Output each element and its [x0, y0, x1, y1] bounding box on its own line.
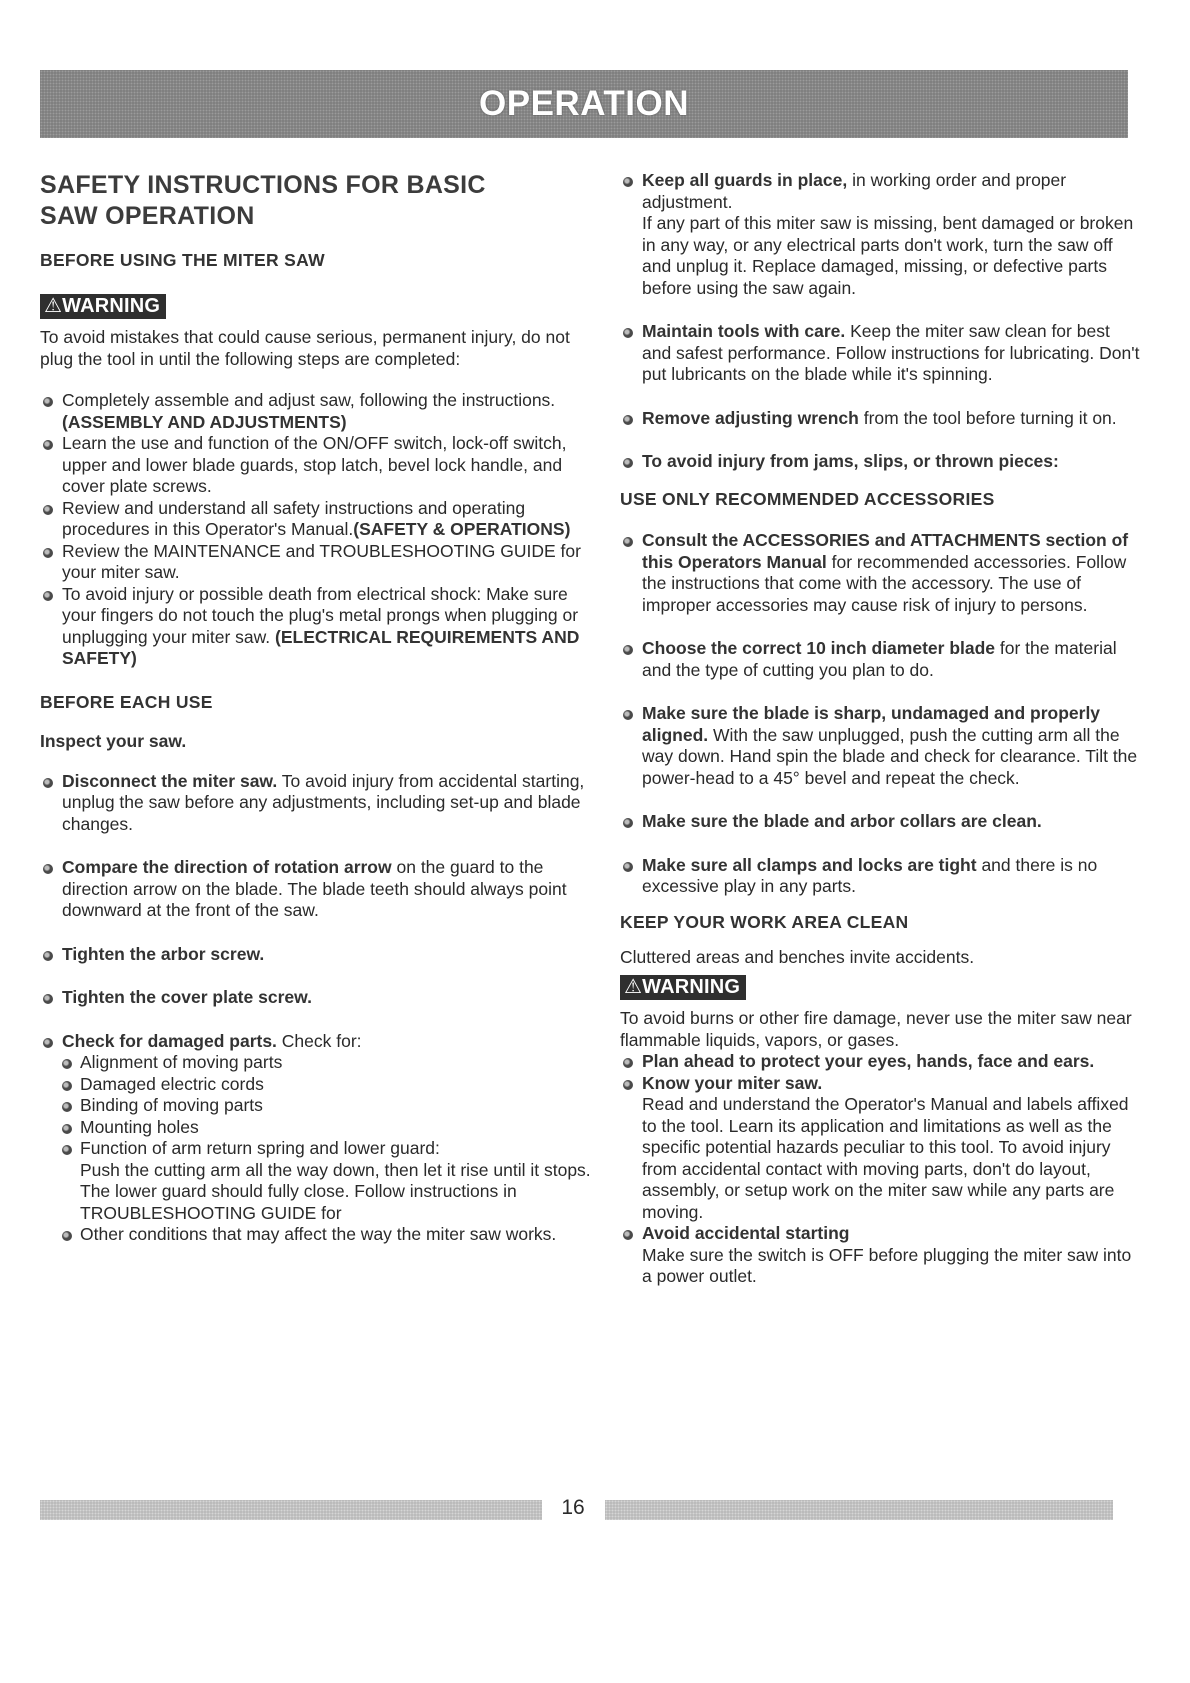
list-item-heading: Compare the direction of rotation arrow — [62, 857, 392, 877]
list-item-heading: Choose the correct 10 inch diameter blade — [642, 638, 996, 658]
list-item — [40, 541, 600, 584]
list-item — [40, 433, 600, 498]
page-title: OPERATION — [479, 84, 689, 123]
list-item — [40, 1031, 600, 1053]
list-item-text: and there is no excessive play in any parts. — [642, 854, 1098, 896]
list-item — [40, 390, 600, 433]
warning-text: To avoid burns or other fire damage, never use the miter saw near flammable liquids, vapors, or gases. — [620, 1008, 1132, 1050]
page-number: 16 — [561, 1496, 585, 1519]
list-item-ref: (SAFETY & OPERATIONS) — [353, 519, 571, 539]
subhead-work-area: KEEP YOUR WORK AREA CLEAN — [620, 911, 909, 932]
footer-bar-right — [605, 1500, 1113, 1520]
list-item-heading: Keep all guards in place, — [642, 170, 848, 190]
sublist-item: Mounting holes — [60, 1117, 600, 1139]
list-item-text: in working order and proper adjustment. If any part of this miter saw is missing, bent damaged or broken in any way, or any electrical parts don't work, turn the saw off and unplug it. Replace damaged, missing, or defective parts before using the saw again. — [642, 170, 1134, 298]
list-item: Tighten the cover plate screw. — [40, 987, 600, 1009]
list-item — [40, 771, 600, 836]
list-item-heading: Make sure all clamps and locks are tight — [642, 854, 977, 875]
list-item: Make sure the blade and arbor collars are clean. — [620, 811, 1140, 833]
list-item-heading: Remove adjusting wrench — [642, 407, 859, 428]
list-item-ref: (ASSEMBLY AND ADJUSTMENTS) — [62, 411, 347, 432]
list-item-text: To avoid injury or possible death from electrical shock: Make sure your fingers do not touch the plug's metal prongs when plugging or unplugging your miter saw. — [62, 583, 579, 647]
list-item-heading: Know your miter saw. — [642, 1072, 823, 1093]
list-item — [620, 321, 1140, 386]
left-column — [40, 170, 600, 1246]
right-column — [620, 170, 1140, 1288]
list-item-text: Make sure the switch is OFF before plugging the miter saw into a power outlet. — [642, 1244, 1132, 1286]
list-item — [620, 1073, 1140, 1224]
list-item: To avoid injury from jams, slips, or thrown pieces: — [620, 451, 1140, 473]
sublist-item: Other conditions that may affect the way the miter saw works. — [60, 1224, 600, 1246]
list-item-text: Keep the miter saw clean for best and safest performance. Follow instructions for lubricating. Don't put lubricants on the blade while it's spinning. — [642, 321, 1140, 384]
list-item-heading: Consult the ACCESSORIES and ATTACHMENTS section of this Operators Manual — [642, 530, 1129, 572]
list-item: Tighten the arbor screw. — [40, 944, 600, 966]
list-item-text: for recommended accessories. Follow the instructions that come with the accessory. The use of improper accessories may cause risk of injury to persons. — [642, 551, 1127, 615]
sublist-item: Damaged electric cords — [60, 1074, 600, 1096]
list-item — [620, 530, 1140, 616]
subhead-before-each: BEFORE EACH USE — [40, 691, 213, 712]
list-item — [40, 857, 600, 922]
list-item — [620, 638, 1140, 681]
list-item-text: With the saw unplugged, push the cutting arm all the way down. Hand spin the blade and check for clearance. Tilt the power-head to a 45° bevel and repeat the check. — [642, 724, 1138, 788]
list-item-text: on the guard to the direction arrow on the blade. The blade teeth should always point downward at the front of the saw. — [62, 857, 567, 920]
list-item-heading: Disconnect the miter saw. — [62, 770, 278, 791]
list-item — [620, 703, 1140, 789]
section-title-line2: SAW OPERATION — [40, 202, 255, 230]
sublist-item: Alignment of moving parts — [60, 1052, 600, 1074]
sublist-item: Binding of moving parts — [60, 1095, 600, 1117]
list-item — [620, 855, 1140, 898]
list-item-text: Review and understand all safety instructions and operating procedures in this Operator's Manual. — [62, 497, 526, 539]
warning-badge: ⚠WARNING — [620, 975, 746, 1001]
list-item — [40, 584, 600, 670]
list-item-heading: Avoid accidental starting — [642, 1223, 850, 1243]
section-title-line1: SAFETY INSTRUCTIONS FOR BASIC — [40, 171, 486, 199]
list-item-text: To avoid injury from accidental starting, unplug the saw before any adjustments, including set-up and blade changes. — [62, 770, 585, 834]
subhead-before-using: BEFORE USING THE MITER SAW — [40, 250, 325, 270]
footer-bar-left — [40, 1500, 542, 1520]
list-item-text: from the tool before turning it on. — [858, 407, 1117, 428]
list-item-heading: Maintain tools with care. — [642, 321, 846, 341]
inspect-label: Inspect your saw. — [40, 731, 187, 751]
list-item-text: for the material and the type of cutting you plan to do. — [642, 638, 1117, 680]
list-item: Plan ahead to protect your eyes, hands, face and ears. — [620, 1051, 1140, 1073]
list-item-heading: Check for damaged parts. — [62, 1030, 277, 1051]
subhead-accessories: USE ONLY RECOMMENDED ACCESSORIES — [620, 488, 995, 509]
setup-steps-list — [40, 390, 600, 670]
list-item-ref: (ELECTRICAL REQUIREMENTS AND SAFETY) — [62, 626, 580, 668]
warning-intro: To avoid mistakes that could cause serious, permanent injury, do not plug the tool in until the following steps are completed: — [40, 327, 570, 369]
section-title — [40, 170, 600, 232]
list-item-text: Review the MAINTENANCE and TROUBLESHOOTING GUIDE for your miter saw. — [62, 540, 581, 582]
cluttered-text: Cluttered areas and benches invite accidents. — [620, 947, 975, 967]
list-item — [620, 408, 1140, 430]
list-item-text: Learn the use and function of the ON/OFF switch, lock-off switch, upper and lower blade guards, stop latch, bevel lock handle, and cover plate screws. — [62, 433, 567, 496]
warning-badge: ⚠WARNING — [40, 294, 166, 320]
list-item — [620, 1223, 1140, 1288]
list-item-text: Check for: — [276, 1030, 362, 1051]
list-item-heading: Make sure the blade is sharp, undamaged and properly aligned. — [642, 703, 1101, 745]
list-item — [620, 170, 1140, 299]
header-bar — [40, 70, 1128, 138]
list-item — [40, 498, 600, 541]
list-item-text: Read and understand the Operator's Manual and labels affixed to the tool. Learn its application and limitations as well as the specific potential hazards peculiar to this tool. To avoid injury from accidental contact with moving parts, don't do layout, assembly, or setup work on the miter saw while any parts are moving. — [642, 1094, 1129, 1222]
list-item-text: Completely assemble and adjust saw, following the instructions. — [62, 390, 556, 410]
check-sublist — [40, 1052, 600, 1246]
sublist-item: Function of arm return spring and lower guard: Push the cutting arm all the way down, then let it rise until it stops. The lower guard should fully close. Follow instructions in TROUBLESHOOTING GUIDE for — [60, 1138, 600, 1224]
